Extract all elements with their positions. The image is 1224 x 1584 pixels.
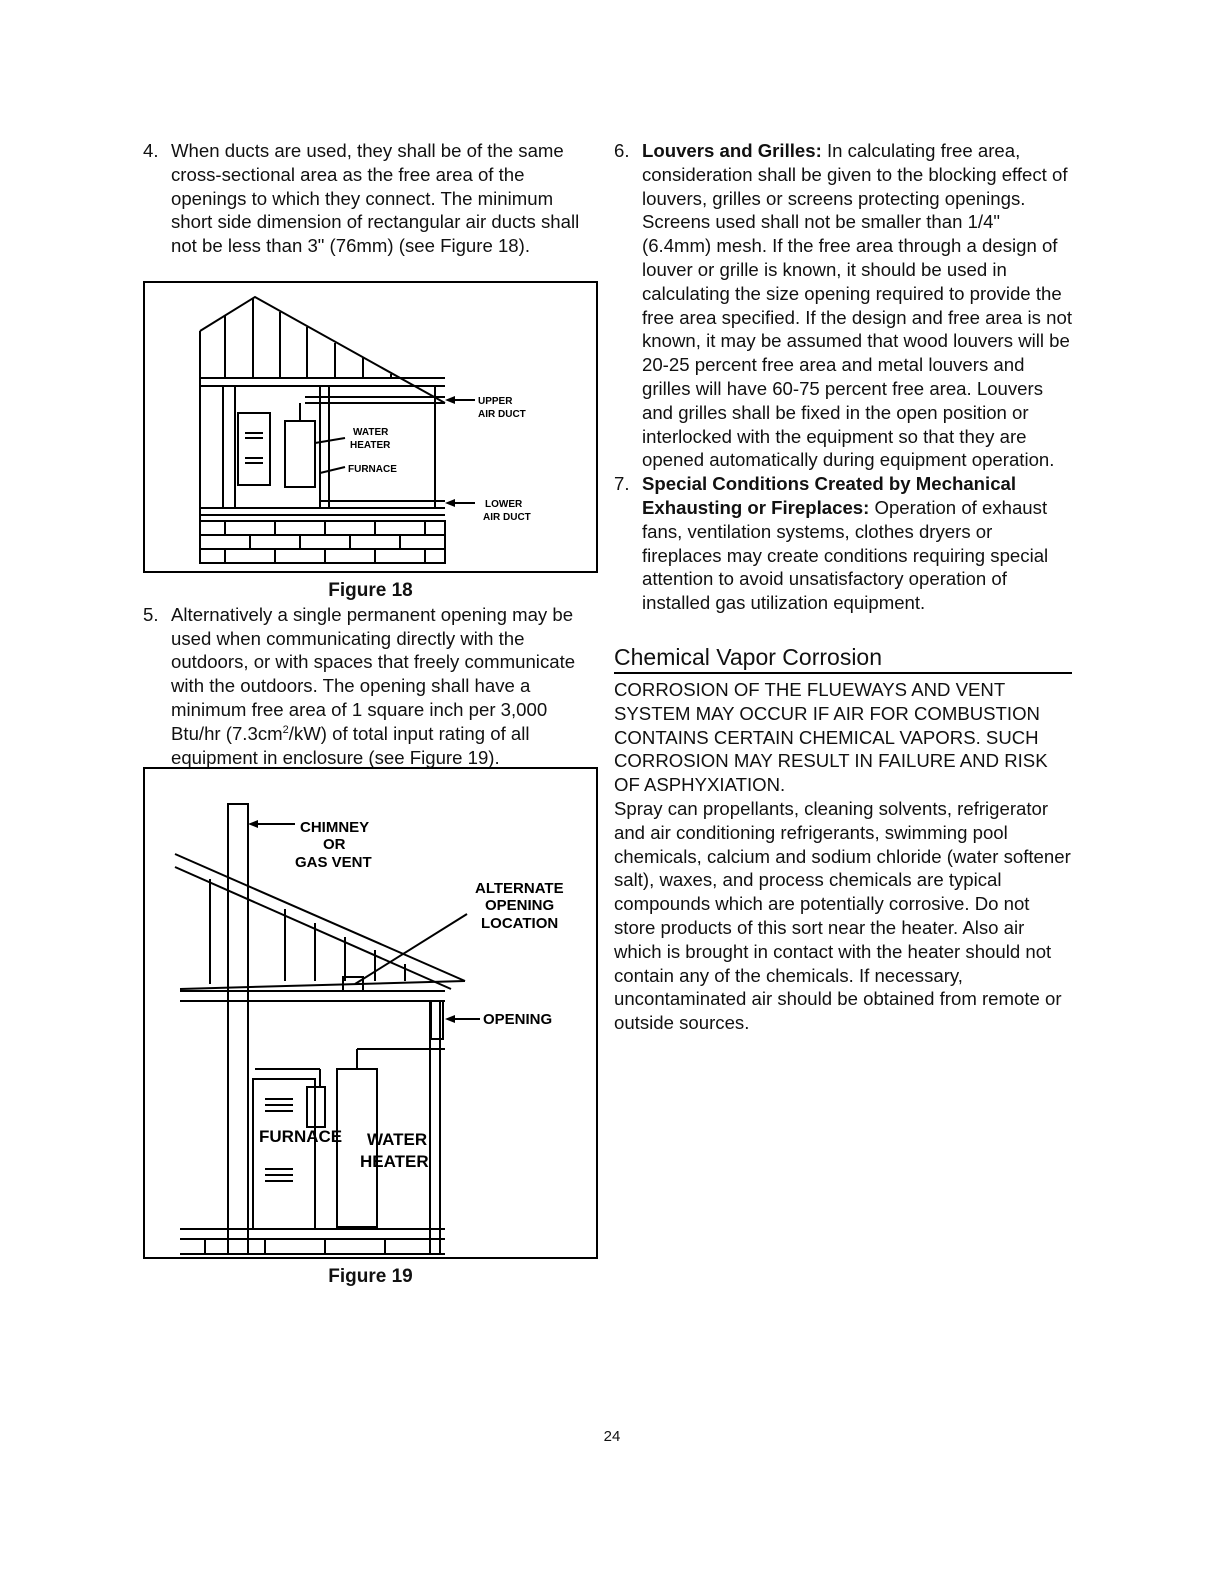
label-upper: UPPER bbox=[478, 395, 513, 407]
item-body: Operation of exhaust fans, ventilation systems, clothes dryers or fireplaces may create conditions requiring special attention to avoid unsatisfactory operation of installed gas utilization equipment. bbox=[642, 496, 1049, 614]
item-text bbox=[171, 603, 598, 770]
label-heater: HEATER bbox=[350, 439, 391, 451]
label-water: WATER bbox=[353, 426, 389, 438]
item-number: 5. bbox=[143, 603, 159, 625]
figure-18-caption: Figure 18 bbox=[328, 579, 413, 601]
label-lower: LOWER bbox=[485, 498, 523, 510]
label-alt-opening: OPENING bbox=[485, 897, 555, 915]
item-title: Louvers and Grilles: bbox=[642, 140, 822, 161]
label-or: OR bbox=[323, 836, 346, 854]
item-number: 6. bbox=[614, 140, 630, 161]
item-text bbox=[642, 472, 1072, 615]
label-gas-vent: GAS VENT bbox=[295, 854, 372, 872]
label-alternate: ALTERNATE bbox=[475, 880, 564, 898]
figure-18-box bbox=[143, 281, 598, 573]
label-upper-duct: AIR DUCT bbox=[478, 408, 526, 420]
item-text bbox=[642, 139, 1072, 472]
label-location: LOCATION bbox=[481, 915, 559, 933]
figure-19-caption: Figure 19 bbox=[328, 1266, 413, 1288]
left-column bbox=[143, 139, 598, 1289]
list-item-4 bbox=[143, 139, 598, 258]
item-number: 7. bbox=[614, 473, 630, 495]
page-number: 24 bbox=[603, 1428, 621, 1445]
item-title: Special Conditions Created by Mechanical Exhausting or Fireplaces: bbox=[642, 473, 1017, 518]
item-text-part1: Alternatively a single permanent opening may be used when communicating directly with the outdoors, or with spaces that freely communicate with the outdoors. The opening shall have a minimum free area of 1 square inch per 3,000 Btu/hr (7.3cm bbox=[171, 603, 576, 744]
body-text: Spray can propellants, cleaning solvents, refrigerator and air conditioning refrigerants, swimming pool chemicals, calcium and sodium chloride (water softener salt), waxes, and process chemicals are typical compounds which are potentially corrosive. Do not store products of this sort near the heater. Also air which is brought in contact with the heater should not contain any of the chemicals. If necessary, uncontaminated air should be obtained from remote or outside sources. bbox=[614, 797, 1071, 1034]
label-water: WATER bbox=[367, 1130, 428, 1150]
warning-text: CORROSION OF THE FLUEWAYS AND VENT SYSTEM MAY OCCUR IF AIR FOR COMBUSTION CONTAINS CERTAIN CHEMICAL VAPORS. SUCH CORROSION MAY RESULT IN FAILURE AND RISK OF ASPHYXIATION. bbox=[614, 678, 1048, 796]
item-text-part2: /kW) of total input rating of all equipment in enclosure (see Figure 19). bbox=[171, 722, 530, 768]
figure-18-diagram bbox=[145, 283, 596, 571]
superscript: 2 bbox=[282, 723, 289, 736]
list-item-7 bbox=[614, 472, 1072, 615]
section-heading: Chemical Vapor Corrosion bbox=[614, 643, 1072, 674]
list-item-6 bbox=[614, 139, 1072, 472]
label-opening: OPENING bbox=[483, 1011, 553, 1029]
figure-19-box bbox=[143, 767, 598, 1259]
label-furnace: FURNACE bbox=[259, 1127, 343, 1147]
label-lower-duct: AIR DUCT bbox=[483, 511, 531, 523]
item-body: In calculating free area, consideration shall be given to the blocking effect of louvers, grilles or screens protecting openings. Screens used shall not be smaller than 1/4" (6.4mm) mesh. If the free area through a design of louver or grille is known, it should be used in calculating the size opening required to provide the free area specified. If the design and free area is not known, it may be assumed that wood louvers will be 20-25 percent free area and metal louvers and grilles will have 60-75 percent free area. Louvers and grilles shall be fixed in the open position or interlocked with the equipment so that they are opened automatically during equipment operation. bbox=[642, 140, 1072, 471]
label-chimney: CHIMNEY bbox=[300, 819, 370, 837]
list-item-5 bbox=[143, 603, 598, 770]
label-heater: HEATER bbox=[360, 1152, 429, 1172]
figure-19-diagram bbox=[145, 769, 596, 1257]
label-furnace: FURNACE bbox=[348, 463, 397, 475]
right-column bbox=[614, 139, 1072, 1035]
item-number: 4. bbox=[143, 140, 159, 161]
item-text: When ducts are used, they shall be of the same cross-sectional area as the free area of the openings to which they connect. The minimum short side dimension of rectangular air ducts shall not be less than 3" (76mm) (see Figure 18). bbox=[171, 140, 580, 257]
